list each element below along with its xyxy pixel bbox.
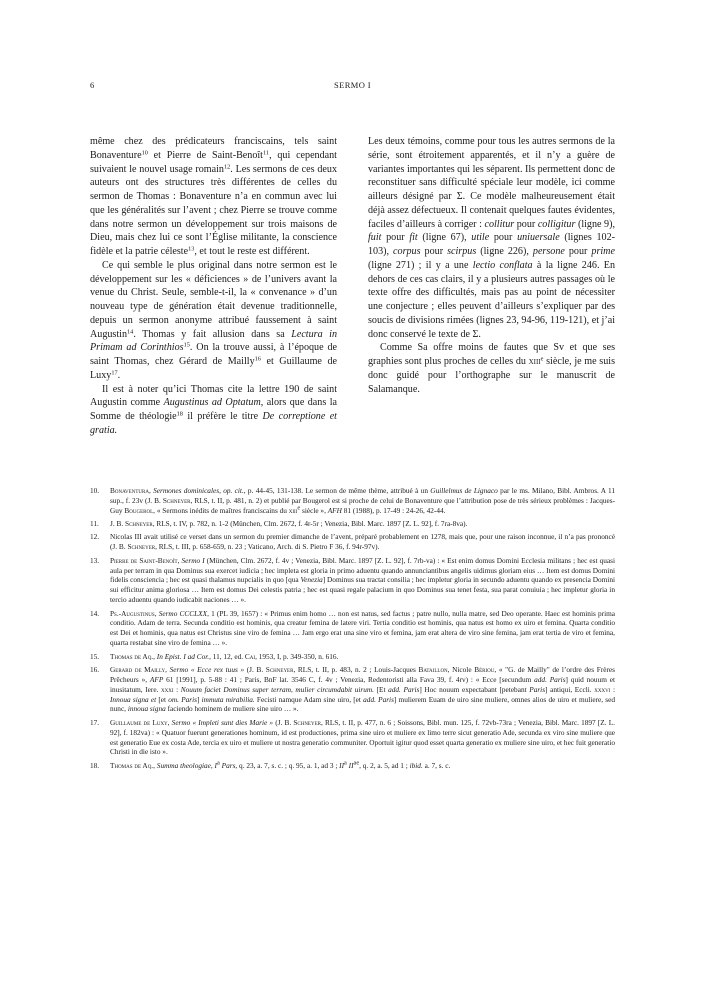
footnote-number: 18. <box>90 760 100 770</box>
italic-run: innoua signa <box>127 704 166 714</box>
text-run: , RLS, t. II, p. 481, n. 2) et publié par Bougerol est si proche de celui de Bonaventure que l’attribution pose de très sérieux problèmes : Jacques-Guy <box>110 495 615 515</box>
small-caps-run: xxxi <box>161 684 174 694</box>
italic-run: De correptione et gratia. <box>90 411 337 436</box>
small-caps-run: xiii <box>288 505 298 515</box>
text-run: , p. 44-45, 131-138. Le sermon de même thème, attribué à un <box>243 486 431 495</box>
small-caps-run: Schneyer <box>127 542 156 552</box>
text-run: Nicolas III avait utilisé ce verset dans un sermon du premier dimanche de l’avent, préparé probablement en 1278, mais que, pour une raison inconnue, il n’a pas prononcé (J. B. <box>110 532 615 552</box>
italic-run: Venezia <box>300 575 323 585</box>
superscript: a <box>217 759 220 767</box>
text-run: et Guillaume de Luxy <box>90 356 337 381</box>
italic-run: add. Paris <box>534 674 566 684</box>
italic-run: fit <box>409 232 418 244</box>
superscript: 17 <box>111 369 118 377</box>
italic-run: II <box>346 760 354 770</box>
italic-run: add. Paris <box>388 684 420 694</box>
text-run: , 1953, I, p. 349-350, n. 616. <box>255 651 339 661</box>
italic-run: ibid. <box>409 760 423 770</box>
text-run: (ligne 9), <box>575 218 615 230</box>
text-run: , q. 2, a. 5, ad 1 ; <box>359 760 410 770</box>
footnote-number: 16. <box>90 664 100 674</box>
text-run: ] mulierem Euam de uiro sine muliere, omnes alios de uiro et muliere, sed nunc, <box>110 694 615 714</box>
text-run: et Pierre de Saint-Benoît <box>147 149 263 161</box>
small-caps-run: Pierre de Saint-Benoît <box>110 555 178 565</box>
footnote <box>90 609 615 649</box>
text-run: , <box>165 664 170 674</box>
text-run: Ce qui semble le plus original dans notre sermon est le développement sur les « déficiences » de l’univers avant la venue du Christ. Seule, semble-t-il, la « convenance » d’un nouveau type de génération était devenue traditionnelle, depuis un sermon anonyme attribué faussement à saint Augustin <box>90 259 337 340</box>
text-run: . Les sermons de ces deux auteurs ont des structures très différentes de celles du sermon de Thomas : Bonaventure n’a en commun avec lui que les généralités sur l’avent ; chez Pierre se trouve comme dans notre sermon un développement sur trois maisons de Dieu, mais chez lui ce sont l’Église militante, la conscience fidèle et la patrie céleste <box>90 163 337 257</box>
small-caps-run: Ps.-Augustinus <box>110 608 155 618</box>
text-run: , « "G. de Mailly" de l’ordre des Frères Prêcheurs », <box>110 664 615 684</box>
text-run: Fecisti namque Adam sine uiro, [et <box>254 694 364 704</box>
italic-run: Sermo « Ecce rex tuus » <box>169 664 245 674</box>
small-caps-run: Schneyer <box>293 717 321 727</box>
text-run: pour <box>514 218 538 230</box>
italic-run: Sermo I <box>181 555 205 565</box>
text-run: (ligne 271) ; il y a une <box>368 259 473 271</box>
text-run: siècle, je me suis donc guidé pour l’orthographe sur le manuscrit de Salamanque. <box>368 356 615 395</box>
text-run: il préfère le titre <box>182 411 263 422</box>
small-caps-run: Thomas de Aq. <box>110 651 154 661</box>
text-run: : <box>173 684 181 694</box>
superscript: 14 <box>127 328 134 335</box>
text-run: ] Hoc nouum expectabant [petebant <box>419 684 530 694</box>
small-caps-run: xxxvi <box>594 684 611 694</box>
footnote <box>90 486 615 516</box>
footnote-number: 17. <box>90 717 100 727</box>
italic-run: Sermones dominicales, op. cit. <box>153 486 244 495</box>
text-run: , et tout le reste est différent. <box>194 246 310 257</box>
italic-run: Pars <box>219 760 236 770</box>
text-run: Les deux témoins, comme pour tous les autres sermons de la série, sont étroitement apparentés, et il n’y a guère de variantes importantes qui les séparent. Ils permettent donc de reconstituer sans difficulté spéciale leur modèle, ici comme ailleurs désigné par Σ. Ce modèle malheureusement était déjà assez défectueux. Il contenait quelques fautes évidentes, faciles d’ailleurs à corriger : <box>368 136 615 230</box>
small-caps-run: Guillaume de Luxy <box>110 717 168 727</box>
footnote-number: 13. <box>90 555 100 565</box>
superscript: 11 <box>262 149 270 157</box>
text-run: ] antiqui, Eccli. <box>545 684 595 694</box>
running-head: SERMO I <box>333 80 372 90</box>
italic-run: Guillelmus de Lignaco <box>430 486 498 495</box>
text-run: , <box>153 651 157 661</box>
superscript: 10 <box>141 149 148 157</box>
superscript: 16 <box>254 355 261 363</box>
paragraph <box>90 135 337 259</box>
italic-run: Summa theologiae, I <box>156 760 217 770</box>
text-run: a. 7, s. c. <box>422 760 451 770</box>
footnote-number: 12. <box>90 532 100 542</box>
text-run: [Et <box>373 684 389 694</box>
footnote-number: 14. <box>90 608 100 618</box>
text-run: (J. B. <box>273 717 294 727</box>
italic-run: corpus <box>393 246 421 257</box>
text-run: (ligne 226), <box>476 246 533 257</box>
superscript: ae <box>353 759 360 767</box>
italic-run: Sermo « Impleti sunt dies Marie » <box>171 717 274 727</box>
text-run: , RLS, t. III, p. 658-659, n. 23 ; Vaticano, Arch. di S. Pietro F 36, f. 94r-97v). <box>155 542 380 552</box>
text-run: , alors que dans la Somme de théologie <box>90 397 337 422</box>
footnote <box>90 665 615 715</box>
text-run: 81 (1988), p. 17-49 : 24-26, 42-44. <box>341 505 446 515</box>
italic-run: om. Paris <box>168 694 198 704</box>
footnote <box>90 532 615 552</box>
paragraph <box>90 259 337 383</box>
text-run: (lignes 102-103), <box>368 232 615 257</box>
superscript: a <box>344 759 347 767</box>
text-run: par le ms. Milano, Bibl. Ambros. A 11 sup., f. 23v (J. B. <box>110 486 615 505</box>
text-run: , RLS, t. IV, p. 782, n. 1-2 (München, Clm. 2672, f. 4r-5r ; Venezia, Bibl. Marc. 1897 [Z. L. 92], f. 7ra-8va). <box>152 519 468 529</box>
footnotes <box>90 486 615 774</box>
footnote-number: 15. <box>90 651 100 661</box>
superscript: 15 <box>183 341 190 349</box>
text-run: ] Dominus sua tractat consilia ; hec impletur gloria in secundo aduentu quando ex presencia Domini sui efficitur anima gloriosa … Item est domus Dei celestis patria ; hec est quasi regale palacium in quo Dominus sua tenet festa, sua parat conuiuia ; hec impletur gloria in tercio aduentu quando iudicabit naciones … ». <box>110 575 616 605</box>
italic-run: lectio conflata <box>472 259 533 271</box>
text-run: , RLS, t. II, p. 483, n. 2 ; Louis-Jacques <box>293 664 419 674</box>
body-column-left <box>90 135 337 438</box>
italic-run: utile <box>471 232 490 244</box>
page-header <box>90 80 615 94</box>
italic-run: prime <box>591 246 615 257</box>
page-number: 6 <box>90 80 95 90</box>
italic-run: II <box>339 760 345 770</box>
small-caps-run: Schneyer <box>162 495 191 505</box>
italic-run: collitur <box>484 218 515 230</box>
text-run: , Nicole <box>447 664 475 674</box>
footnote <box>90 519 615 529</box>
italic-run: Innoua signa et <box>110 694 157 704</box>
small-caps-run: Bériou <box>474 664 495 674</box>
italic-run: add. Paris <box>363 694 394 704</box>
italic-run: AFP <box>149 674 164 684</box>
italic-run: Sermo CCCLXX <box>158 608 208 618</box>
footnote <box>90 761 615 771</box>
text-run: à la ligne 246. En dehors de ces cas clairs, il y a plusieurs autres passages où le texte offre des difficultés, mais pas au point de nécessiter une conjecture ; elles peuvent d’ailleurs s’expliquer par des soucis de divisions rimées (lignes 23, 94-96, 119-121), et j’ai donc conservé le texte de Σ. <box>368 259 615 340</box>
paragraph <box>368 135 615 341</box>
text-run: ] <box>197 694 202 704</box>
superscript: e <box>540 355 544 363</box>
text-run: , <box>148 486 154 495</box>
small-caps-run: Schneyer <box>125 519 153 529</box>
text-run: , q. 23, a. 7, s. c. ; q. 95, a. 1, ad 3 ; <box>235 760 340 770</box>
paragraph <box>368 341 615 396</box>
small-caps-run: Cai <box>244 651 256 661</box>
paragraph <box>90 383 337 438</box>
text-run: 61 [1991], p. 5-88 : 41 ; Paris, BnF lat. 3546 C, f. 4v ; Venezia, Redentoristi alla Fava 39, f. 4rv) : « Ecce [secundum <box>163 674 535 684</box>
text-run: pour <box>564 246 592 257</box>
footnote <box>90 556 615 606</box>
small-caps-run: Bataillon <box>418 664 448 674</box>
text-run: siècle », <box>300 505 328 515</box>
footnote-number: 11. <box>90 519 99 529</box>
body-column-right <box>368 135 615 396</box>
italic-run: AFH <box>327 505 342 515</box>
italic-run: scirpus <box>447 246 477 257</box>
text-run: J. B. <box>110 519 126 529</box>
small-caps-run: xiii <box>528 356 541 367</box>
text-run: pour <box>381 232 410 244</box>
italic-run: colligitur <box>537 218 576 230</box>
text-run: (ligne 67), <box>417 232 472 244</box>
small-caps-run: Gerard de Mailly <box>110 664 166 674</box>
text-run: pour <box>489 232 518 244</box>
small-caps-run: Schneyer <box>265 664 294 674</box>
text-run: , <box>167 717 172 727</box>
small-caps-run: Thomas de Aq. <box>110 760 154 770</box>
text-run: . <box>117 369 121 381</box>
text-run: . On la trouve aussi, à l’époque de saint Thomas, chez Gérard de Mailly <box>90 342 337 367</box>
text-run: Il est à noter qu’ici Thomas cite la lettre 190 de saint Augustin comme <box>90 383 337 409</box>
italic-run: Nouum faciet Dominus super terram, mulier circumdabit uirum. <box>180 684 374 694</box>
footnote-number: 10. <box>90 486 100 495</box>
italic-run: Augustinus ad Optatum <box>163 397 261 409</box>
text-run: , RLS, t. II, p. 477, n. 6 ; Soissons, Bibl. mun. 125, f. 72vb-73ra ; Venezia, Bibl. Marc. 1897 [Z. L. 92], f. 182va) : « Quatuor fuerunt generationes hominum, id est productiones, prima sine uiro et muliere ex limo terre sicut generatio Ade, secunda ex viro sine muliere que est generatio Eue ex costa Ade, tercia ex uiro et muliere ut nostra generatio communiter. Oportuit igitur quod esset quarta generatio ex muliere sine uiro, et hec fuit generatio Christi in die isto ». <box>110 717 615 757</box>
text-run: Comme Sa offre moins de fautes que Sv et que ses graphies sont plus proches de celles du <box>368 342 615 367</box>
text-run: , 11, 12, ed. <box>209 651 245 661</box>
small-caps-run: Bonaventura <box>110 486 149 495</box>
italic-run: uniuersale <box>517 232 560 244</box>
superscript: 13 <box>188 245 195 253</box>
small-caps-run: Bougerol <box>124 505 154 515</box>
text-run: : <box>610 684 615 694</box>
text-run: , <box>177 555 182 565</box>
italic-run: Lectura in Primam ad Corinthios <box>90 328 337 354</box>
italic-run: In Epist. I ad Cor. <box>156 651 210 661</box>
italic-run: immuta mirabilia. <box>201 694 255 704</box>
superscript: 18 <box>176 410 183 418</box>
text-run: , « Sermons inédits de maîtres franciscains du <box>153 505 289 515</box>
text-run: ] quid nouum et inusitatum, Iere. <box>110 674 615 694</box>
footnote <box>90 718 615 758</box>
text-run: (München, Clm. 2672, f. 4v ; Venezia, Bibl. Marc. 1897 [Z. L. 92], f. 7rb-va) : « Est enim domus Domini Ecclesia militans ; hec est quasi aula per terram in qua Dominus sua exercet iudicia ; hec impleta est gloria in primo aduentu quando annunciantibus angelis uidimus gloriam eius … Item est domus Domini fidelis consciencia ; hec est quasi thalamus nupcialis in quo [qua <box>110 555 615 585</box>
italic-run: fuit <box>368 232 382 244</box>
text-run: , qui cependant suivaient le nouvel usage romain <box>90 149 337 175</box>
text-run: [et <box>156 694 169 704</box>
footnote <box>90 652 615 662</box>
text-run: . Thomas y fait allusion dans sa <box>133 328 292 340</box>
text-run: , <box>154 608 159 618</box>
text-run: pour <box>420 246 448 257</box>
text-run: , <box>153 760 157 770</box>
italic-run: Paris <box>529 684 546 694</box>
text-run: (J. B. <box>244 664 266 674</box>
text-run: , 1 (PL 39, 1657) : « Primus enim homo … non est natus, sed factus ; patre nullo, nulla matre, sed Deo operante. Haec est hominis prima conditio. Adam de terra. Secunda conditio est hominis, qua creatur femina de latere viri. Tertia conditio est hominis, qua natus est homo ex uiro et femina. Quarta conditio est Dei et hominis, qua natus est Christus sine viro de femina … Jam ergo erat una sine viro et femina, jam erat altera de viro sine femina, jam erat tertia de viro et femina, quarta restabat sine viro de femina … ». <box>110 608 616 648</box>
text-run: même chez des prédicateurs franciscains, tels saint Bonaventure <box>90 136 337 161</box>
text-run: faciendo hominem de muliere sine uiro … ». <box>165 704 299 714</box>
superscript: 12 <box>223 163 231 170</box>
italic-run: persone <box>532 246 565 257</box>
superscript: e <box>297 504 301 512</box>
